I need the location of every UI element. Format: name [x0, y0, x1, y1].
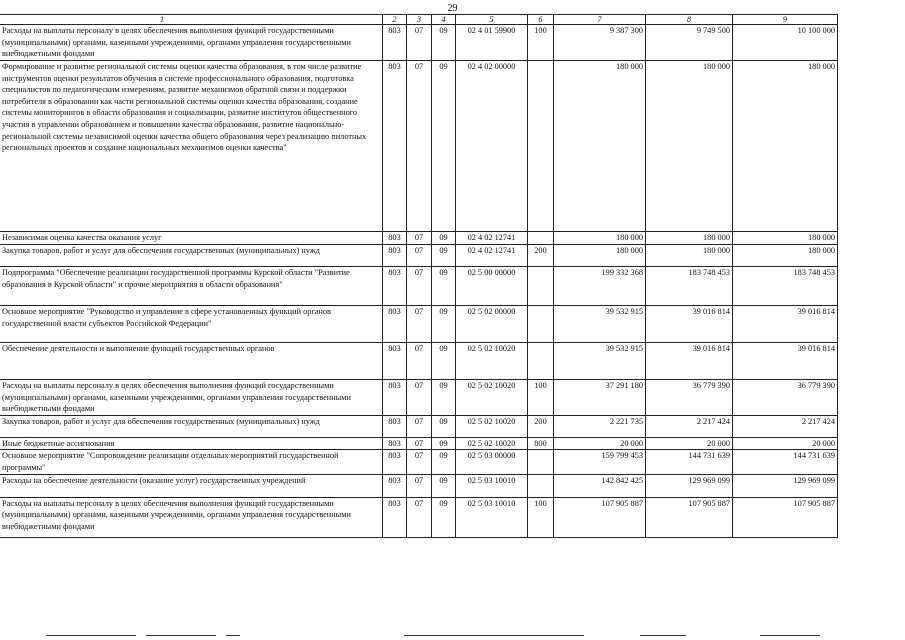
target-article: 02 5 03 00000: [456, 450, 528, 474]
section-code: 07: [407, 25, 432, 61]
table-row: [0, 450, 838, 474]
table-row: [0, 25, 838, 61]
target-article: 02 5 02 10020: [456, 380, 528, 416]
expense-type: [528, 232, 554, 245]
amount-col7: 9 387 300: [554, 25, 646, 61]
table-row: [0, 380, 838, 416]
expense-type: 800: [528, 437, 554, 450]
amount-col7: 39 532 915: [554, 343, 646, 380]
ministry-code: 803: [383, 267, 407, 306]
amount-col9: 129 969 099: [733, 474, 838, 497]
column-number: 2: [383, 15, 407, 25]
target-article: 02 4 02 12741: [456, 232, 528, 245]
amount-col8: 36 779 390: [646, 380, 733, 416]
amount-col7: 39 532 915: [554, 306, 646, 343]
subsection-code: 09: [432, 61, 456, 232]
row-name: Подпрограмма "Обеспечение реализации государственной программы Курской области "Развитие образования в Курской области" и прочие мероприятия в области образования": [0, 267, 383, 306]
amount-col7: 20 000: [554, 437, 646, 450]
row-name: Формирование и развитие региональной системы оценки качества образования, в том числе развитие инструментов оценки результатов обучения в системе профессионального образования, подготовка специалистов по педагогическим измерениям, развитие механизмов обратной связи и поддержки потребителя в образовании как части региональной системы оценки качества образования, создание системы мониторингов в области образования и социализации, развитие институтов общественного участия в управлении образованием и повышении качества образования, развитие национально-региональной системы независимой оценки качества общего образования через реализацию пилотных региональных проектов и создание национальных механизмов оценки качества": [0, 61, 383, 232]
expense-type: [528, 267, 554, 306]
subsection-code: 09: [432, 232, 456, 245]
expense-type: 100: [528, 25, 554, 61]
section-code: 07: [407, 415, 432, 437]
expense-type: 200: [528, 415, 554, 437]
ministry-code: 803: [383, 343, 407, 380]
amount-col8: 144 731 639: [646, 450, 733, 474]
target-article: 02 5 03 10010: [456, 497, 528, 537]
table-row: [0, 497, 838, 537]
row-name: Обеспечение деятельности и выполнение функций государственных органов: [0, 343, 383, 380]
row-name: Расходы на выплаты персоналу в целях обеспечения выполнения функций государственными (муниципальными) органами, казенными учреждениями, органами управления государственными внебюджетными фондами: [0, 25, 383, 61]
subsection-code: 09: [432, 245, 456, 267]
row-name: Закупка товаров, работ и услуг для обеспечения государственных (муниципальных) нужд: [0, 245, 383, 267]
amount-col8: 39 016 814: [646, 306, 733, 343]
table-row: [0, 245, 838, 267]
footer-rule: [640, 635, 686, 636]
table-row: [0, 343, 838, 380]
amount-col7: 199 332 368: [554, 267, 646, 306]
amount-col7: 142 842 425: [554, 474, 646, 497]
section-code: 07: [407, 232, 432, 245]
section-code: 07: [407, 267, 432, 306]
section-code: 07: [407, 450, 432, 474]
subsection-code: 09: [432, 437, 456, 450]
column-number: 9: [733, 15, 838, 25]
ministry-code: 803: [383, 437, 407, 450]
column-number: 3: [407, 15, 432, 25]
column-number: 1: [0, 15, 383, 25]
row-name: Расходы на выплаты персоналу в целях обеспечения выполнения функций государственными (муниципальными) органами, казенными учреждениями, органами управления государственными внебюджетными фондами: [0, 380, 383, 416]
amount-col7: 180 000: [554, 245, 646, 267]
expense-type: [528, 474, 554, 497]
amount-col9: 20 000: [733, 437, 838, 450]
amount-col9: 180 000: [733, 245, 838, 267]
table-row: [0, 415, 838, 437]
ministry-code: 803: [383, 415, 407, 437]
table-row: [0, 232, 838, 245]
target-article: 02 5 03 10010: [456, 474, 528, 497]
amount-col8: 39 016 814: [646, 343, 733, 380]
expense-type: [528, 343, 554, 380]
amount-col9: 144 731 639: [733, 450, 838, 474]
amount-col7: 180 000: [554, 61, 646, 232]
table-row: [0, 306, 838, 343]
ministry-code: 803: [383, 380, 407, 416]
subsection-code: 09: [432, 25, 456, 61]
page-number: 29: [447, 3, 458, 14]
column-number: 7: [554, 15, 646, 25]
row-name: Закупка товаров, работ и услуг для обеспечения государственных (муниципальных) нужд: [0, 415, 383, 437]
amount-col9: 36 779 390: [733, 380, 838, 416]
section-code: 07: [407, 437, 432, 450]
ministry-code: 803: [383, 245, 407, 267]
amount-col9: 180 000: [733, 232, 838, 245]
row-name: Иные бюджетные ассигнования: [0, 437, 383, 450]
amount-col9: 10 100 000: [733, 25, 838, 61]
target-article: 02 5 02 10020: [456, 343, 528, 380]
table-row: [0, 437, 838, 450]
amount-col8: 180 000: [646, 61, 733, 232]
column-number: 5: [456, 15, 528, 25]
footer-rule: [146, 635, 216, 636]
amount-col7: 159 799 453: [554, 450, 646, 474]
section-code: 07: [407, 497, 432, 537]
amount-col9: 180 000: [733, 61, 838, 232]
target-article: 02 5 02 10020: [456, 437, 528, 450]
ministry-code: 803: [383, 25, 407, 61]
budget-table: [0, 14, 838, 538]
table-row: [0, 61, 838, 232]
amount-col7: 107 905 887: [554, 497, 646, 537]
target-article: 02 4 01 59900: [456, 25, 528, 61]
target-article: 02 5 02 10020: [456, 415, 528, 437]
column-number: 8: [646, 15, 733, 25]
section-code: 07: [407, 343, 432, 380]
subsection-code: 09: [432, 415, 456, 437]
row-name: Расходы на выплаты персоналу в целях обеспечения выполнения функций государственными (муниципальными) органами, казенными учреждениями, органами управления государственными внебюджетными фондами: [0, 497, 383, 537]
target-article: 02 4 02 00000: [456, 61, 528, 232]
expense-type: [528, 61, 554, 232]
ministry-code: 803: [383, 474, 407, 497]
footer-rule: [46, 635, 136, 636]
amount-col8: 107 905 887: [646, 497, 733, 537]
subsection-code: 09: [432, 306, 456, 343]
amount-col7: 37 291 180: [554, 380, 646, 416]
amount-col8: 180 000: [646, 245, 733, 267]
section-code: 07: [407, 61, 432, 232]
target-article: 02 4 02 12741: [456, 245, 528, 267]
amount-col9: 107 905 887: [733, 497, 838, 537]
amount-col9: 39 016 814: [733, 306, 838, 343]
expense-type: 100: [528, 497, 554, 537]
row-name: Независимая оценка качества оказания услуг: [0, 232, 383, 245]
section-code: 07: [407, 245, 432, 267]
ministry-code: 803: [383, 306, 407, 343]
ministry-code: 803: [383, 450, 407, 474]
section-code: 07: [407, 380, 432, 416]
footer-rule: [226, 635, 240, 636]
table-row: [0, 267, 838, 306]
expense-type: 100: [528, 380, 554, 416]
footer-rule: [404, 635, 584, 636]
amount-col8: 9 749 500: [646, 25, 733, 61]
expense-type: 200: [528, 245, 554, 267]
subsection-code: 09: [432, 267, 456, 306]
expense-type: [528, 450, 554, 474]
amount-col8: 183 748 453: [646, 267, 733, 306]
amount-col7: 180 000: [554, 232, 646, 245]
amount-col8: 129 969 099: [646, 474, 733, 497]
subsection-code: 09: [432, 474, 456, 497]
amount-col9: 183 748 453: [733, 267, 838, 306]
subsection-code: 09: [432, 497, 456, 537]
row-name: Основное мероприятие "Сопровождение реализации отдельных мероприятий государственной программы": [0, 450, 383, 474]
target-article: 02 5 02 00000: [456, 306, 528, 343]
subsection-code: 09: [432, 380, 456, 416]
amount-col9: 2 217 424: [733, 415, 838, 437]
footer-rule: [760, 635, 820, 636]
amount-col8: 180 000: [646, 232, 733, 245]
amount-col7: 2 221 735: [554, 415, 646, 437]
amount-col8: 20 000: [646, 437, 733, 450]
column-number: 6: [528, 15, 554, 25]
table-row: [0, 474, 838, 497]
section-code: 07: [407, 306, 432, 343]
ministry-code: 803: [383, 232, 407, 245]
column-number-row: [0, 15, 838, 25]
expense-type: [528, 306, 554, 343]
amount-col8: 2 217 424: [646, 415, 733, 437]
subsection-code: 09: [432, 450, 456, 474]
section-code: 07: [407, 474, 432, 497]
row-name: Основное мероприятие "Руководство и управление в сфере установленных функций органов государственной власти субъектов Российской Федерации": [0, 306, 383, 343]
ministry-code: 803: [383, 61, 407, 232]
ministry-code: 803: [383, 497, 407, 537]
row-name: Расходы на обеспечение деятельности (оказание услуг) государственных учреждений: [0, 474, 383, 497]
column-number: 4: [432, 15, 456, 25]
subsection-code: 09: [432, 343, 456, 380]
target-article: 02 5 00 00000: [456, 267, 528, 306]
amount-col9: 39 016 814: [733, 343, 838, 380]
